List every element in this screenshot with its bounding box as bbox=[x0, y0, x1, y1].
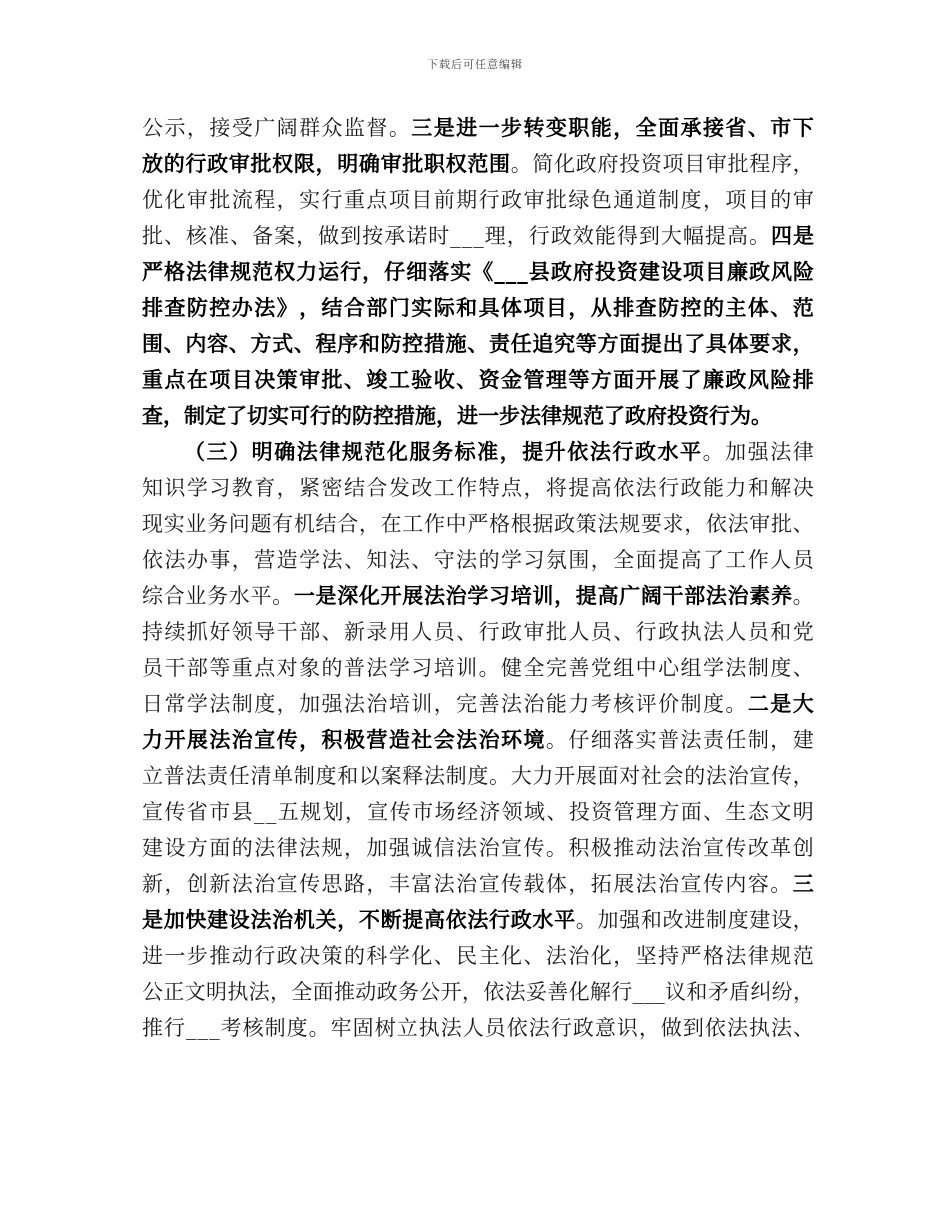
text-line: 放 的 行 政 审 批 权 限 ， 明 确 审 批 职 权 范 围 。 简 化 政 府 投 资 项 目 审 批 程 序 ， bbox=[142, 151, 814, 176]
text-line: 公 示 ， 接 受 广 阔 群 众 监 督 。 三 是 进 一 步 转 变 职 能 ， 全 面 承 接 省 、 市 下 bbox=[142, 115, 814, 140]
text-line: 力 开 展 法 治 宣 传 ， 积 极 营 造 社 会 法 治 环 境 。 仔 细 落 实 普 法 责 任 制 ， 建 bbox=[142, 727, 814, 752]
text-line: 宣 传 省 市 县 _ _ 五 规 划 ， 宣 传 市 场 经 济 领 域 、 投 资 管 理 方 面 、 生 态 文 明 bbox=[142, 800, 814, 824]
text-line: 进 一 步 推 动 行 政 决 策 的 科 学 化 、 民 主 化 、 法 治 化 ， 坚 持 严 格 法 律 规 范 bbox=[142, 944, 814, 968]
page-header: 下载后可任意编辑 bbox=[427, 58, 523, 71]
text-line: 持 续 抓 好 领 导 干 部 、 新 录 用 人 员 、 行 政 审 批 人 员 、 行 政 执 法 人 员 和 党 bbox=[142, 620, 814, 644]
text-line: 重 点 在 项 目 决 策 审 批 、 竣 工 验 收 、 资 金 管 理 等 方 面 开 展 了 廉 政 风 险 排 bbox=[142, 367, 814, 392]
document-body bbox=[142, 110, 814, 1046]
text-line: 严 格 法 律 规 范 权 力 运 行 ， 仔 细 落 实 《 _ _ _ 县 政 府 投 资 建 设 项 目 廉 政 风 险 bbox=[142, 259, 814, 284]
text-line: 围 、 内 容 、 方 式 、 程 序 和 防 控 措 施 、 责 任 追 究 等 方 面 提 出 了 具 体 要 求 ， bbox=[142, 331, 814, 356]
text-line: 公 正 文 明 执 法 ， 全 面 推 动 政 务 公 开 ， 依 法 妥 善 化 解 行 _ _ _ 议 和 矛 盾 纠 纷 ， bbox=[142, 980, 814, 1004]
text-line: 优 化 审 批 流 程 ， 实 行 重 点 项 目 前 期 行 政 审 批 绿 色 通 道 制 度 ， 项 目 的 审 bbox=[142, 188, 814, 212]
text-line: 是 加 快 建 设 法 治 机 关 ， 不 断 提 高 依 法 行 政 水 平 。 加 强 和 改 进 制 度 建 设 ， bbox=[142, 907, 814, 932]
text-line: （ 三 ） 明 确 法 律 规 范 化 服 务 标 准 ， 提 升 依 法 行 政 水 平 。 加 强 法 律 bbox=[184, 439, 814, 464]
text-line: 推 行 _ _ _ 考 核 制 度 。 牢 固 树 立 执 法 人 员 依 法 行 政 意 识 ， 做 到 依 法 执 法 、 bbox=[142, 1016, 814, 1040]
text-line: 排 查 防 控 办 法 》 ， 结 合 部 门 实 际 和 具 体 项 目 ， 从 排 查 防 控 的 主 体 、 范 bbox=[142, 295, 814, 320]
text-line: 综 合 业 务 水 平 。 一 是 深 化 开 展 法 治 学 习 培 训 ， 提 高 广 阔 干 部 法 治 素 养 。 bbox=[142, 583, 814, 608]
text-line: 新 ， 创 新 法 治 宣 传 思 路 ， 丰 富 法 治 宣 传 载 体 ， 拓 展 法 治 宣 传 内 容 。 三 bbox=[142, 871, 814, 896]
text-line: 查 ， 制 定 了 切 实 可 行 的 防 控 措 施 ， 进 一 步 法 律 规 范 了 政 府 投 资 行 为 。 bbox=[142, 403, 772, 428]
text-line: 立 普 法 责 任 清 单 制 度 和 以 案 释 法 制 度 。 大 力 开 展 面 对 社 会 的 法 治 宣 传 ， bbox=[142, 764, 814, 788]
text-line: 依 法 办 事 ， 营 造 学 法 、 知 法 、 守 法 的 学 习 氛 围 ， 全 面 提 高 了 工 作 人 员 bbox=[142, 548, 814, 572]
text-line: 建 设 方 面 的 法 律 法 规 ， 加 强 诚 信 法 治 宣 传 。 积 极 推 动 法 治 宣 传 改 革 创 bbox=[142, 836, 814, 860]
text-line: 知 识 学 习 教 育 ， 紧 密 结 合 发 改 工 作 特 点 ， 将 提 高 依 法 行 政 能 力 和 解 决 bbox=[142, 476, 814, 500]
text-line: 现 实 业 务 问 题 有 机 结 合 ， 在 工 作 中 严 格 根 据 政 策 法 规 要 求 ， 依 法 审 批 、 bbox=[142, 512, 814, 536]
text-line: 日 常 学 法 制 度 ， 加 强 法 治 培 训 ， 完 善 法 治 能 力 考 核 评 价 制 度 。 二 是 大 bbox=[142, 691, 814, 716]
text-line: 员 干 部 等 重 点 对 象 的 普 法 学 习 培 训 。 健 全 完 善 党 组 中 心 组 学 法 制 度 、 bbox=[142, 656, 814, 680]
text-line: 批 、 核 准 、 备 案 ， 做 到 按 承 诺 时 _ _ _ 理 ， 行 政 效 能 得 到 大 幅 提 高 。 四 是 bbox=[142, 223, 814, 248]
